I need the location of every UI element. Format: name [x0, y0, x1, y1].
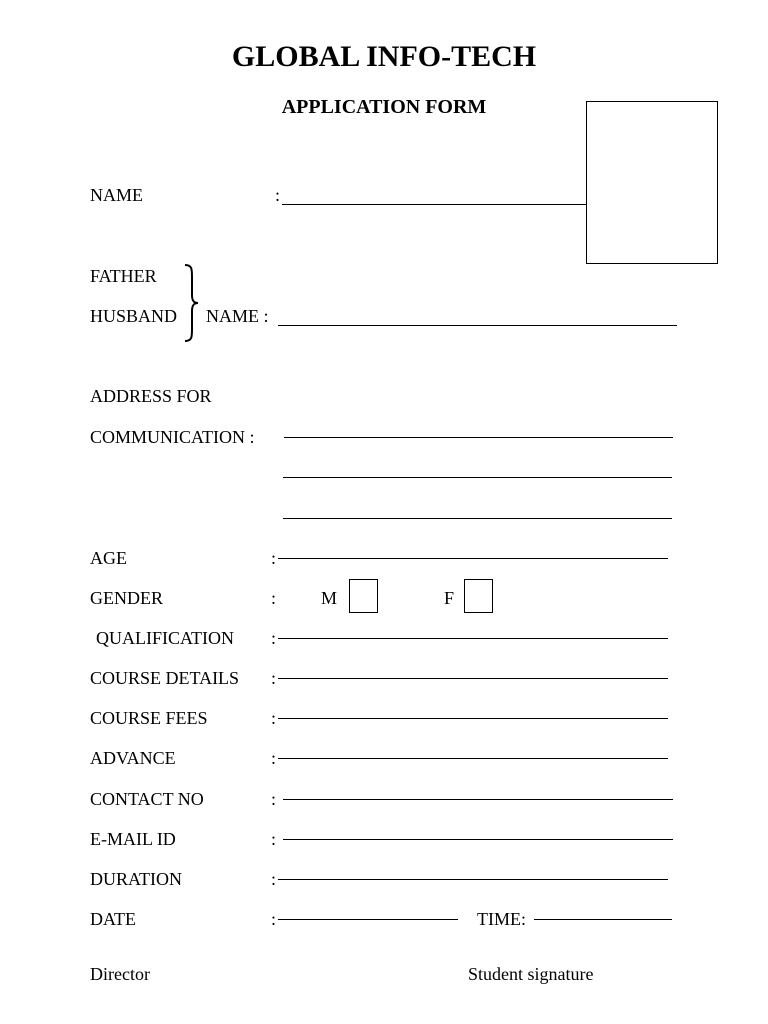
contact-no-colon: :: [271, 789, 277, 809]
gender-colon: :: [271, 588, 277, 608]
course-details-colon: :: [271, 668, 277, 688]
husband-name-label: NAME :: [206, 306, 269, 326]
qualification-field[interactable]: [278, 638, 668, 639]
father-label: FATHER: [90, 266, 157, 286]
date-field[interactable]: [278, 919, 458, 920]
gender-male-checkbox[interactable]: [349, 579, 378, 613]
course-fees-label: COURSE FEES: [90, 708, 208, 728]
father-husband-name-field[interactable]: [278, 325, 677, 326]
time-label: TIME:: [477, 909, 526, 929]
gender-label: GENDER: [90, 588, 163, 608]
gender-male-label: M: [321, 588, 338, 608]
contact-no-field[interactable]: [283, 799, 673, 800]
advance-field[interactable]: [278, 758, 668, 759]
address-field-line2[interactable]: [283, 477, 672, 478]
email-id-colon: :: [271, 829, 277, 849]
address-field-line3[interactable]: [283, 518, 672, 519]
course-fees-field[interactable]: [278, 718, 668, 719]
director-signature-label: Director: [90, 964, 150, 984]
age-colon: :: [271, 548, 277, 568]
address-label-line2: COMMUNICATION :: [90, 427, 255, 447]
date-colon: :: [271, 909, 277, 929]
time-field[interactable]: [534, 919, 672, 920]
email-id-label: E-MAIL ID: [90, 829, 176, 849]
address-label-line1: ADDRESS FOR: [90, 386, 212, 406]
age-label: AGE: [90, 548, 127, 568]
age-field[interactable]: [278, 558, 668, 559]
qualification-label: QUALIFICATION: [96, 628, 234, 648]
student-signature-label: Student signature: [468, 964, 594, 984]
brace-icon: [181, 263, 201, 343]
photo-box: [586, 101, 718, 264]
name-colon: :: [275, 185, 281, 205]
name-field[interactable]: [282, 204, 586, 205]
email-id-field[interactable]: [283, 839, 673, 840]
duration-label: DURATION: [90, 869, 182, 889]
qualification-colon: :: [271, 628, 277, 648]
duration-colon: :: [271, 869, 277, 889]
duration-field[interactable]: [278, 879, 668, 880]
form-subtitle: APPLICATION FORM: [281, 96, 487, 118]
form-title: GLOBAL INFO-TECH: [231, 40, 537, 73]
contact-no-label: CONTACT NO: [90, 789, 204, 809]
course-details-label: COURSE DETAILS: [90, 668, 240, 688]
husband-label: HUSBAND: [90, 306, 178, 326]
name-label: NAME: [90, 185, 143, 205]
date-label: DATE: [90, 909, 136, 929]
address-field-line1[interactable]: [284, 437, 673, 438]
course-fees-colon: :: [271, 708, 277, 728]
course-details-field[interactable]: [278, 678, 668, 679]
advance-colon: :: [271, 748, 277, 768]
gender-female-checkbox[interactable]: [464, 579, 493, 613]
advance-label: ADVANCE: [90, 748, 176, 768]
gender-female-label: F: [444, 588, 455, 608]
